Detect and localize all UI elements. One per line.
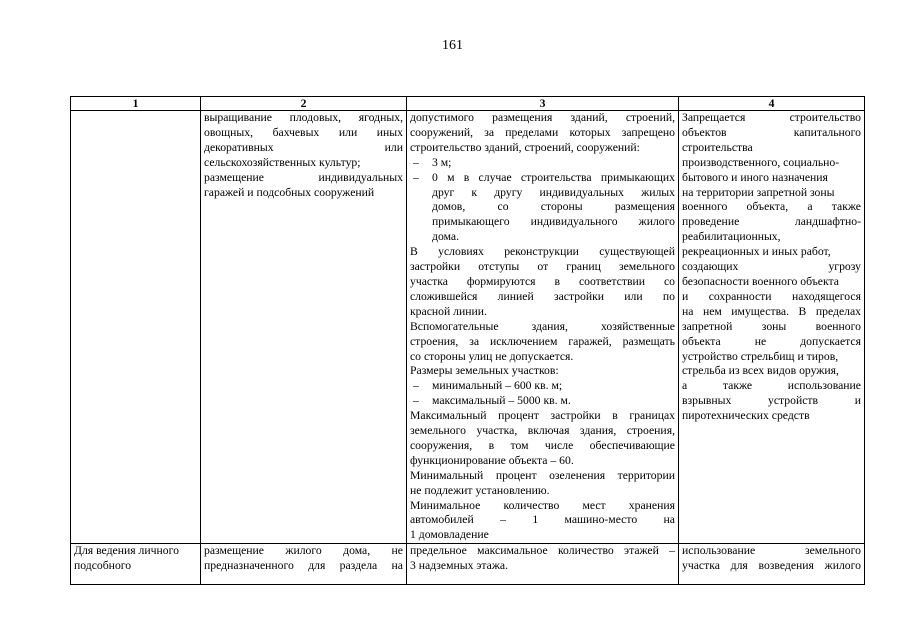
text-line: объекта не допускается xyxy=(682,334,861,348)
text-line: участка формируются в соответствии со xyxy=(410,274,675,288)
text-line: а также использование xyxy=(682,379,861,393)
text-line: Для ведения личного xyxy=(74,544,179,558)
text-line: сооружений, за пределами которых запрещено xyxy=(410,125,675,139)
page-number: 161 xyxy=(442,38,463,53)
row1-col4-cell xyxy=(679,111,865,544)
text-line: строения, за исключением гаражей, размещать xyxy=(410,334,675,348)
text-line: декоративных или xyxy=(204,140,403,154)
row2-col1-cell xyxy=(71,544,201,585)
column-header-3: 3 xyxy=(407,97,679,111)
text-line: функционирование объекта – 60. xyxy=(410,453,574,467)
text-line: размещение индивидуальных xyxy=(204,170,403,184)
text-line: примыкающего индивидуального жилого xyxy=(432,215,675,229)
row2-col3-cell xyxy=(407,544,679,585)
text-line: Максимальный процент застройки в границах xyxy=(410,409,675,423)
text-line: домов, со стороны размещения xyxy=(432,200,675,214)
text-line: и сохранности находящегося xyxy=(682,289,861,303)
text-line: 1 домовладение xyxy=(410,528,489,542)
text-line: запретной зоны военного xyxy=(682,319,861,333)
text-line: Запрещается строительство xyxy=(682,111,861,124)
row2-col2-cell xyxy=(201,544,407,585)
text-line: предельное максимальное количество этажей – xyxy=(410,544,675,558)
text-line: сооружения, в том числе обеспечивающие xyxy=(410,438,675,452)
text-line: строительства xyxy=(682,140,753,154)
table-row xyxy=(71,544,865,585)
text-line: стрельба из всех видов оружия, xyxy=(682,364,839,378)
text-line: Минимальный процент озеленения территории xyxy=(410,468,675,482)
list-item xyxy=(410,171,675,246)
text-line: со стороны улиц не допускается. xyxy=(410,349,574,363)
table-header-row xyxy=(71,97,865,111)
text-line: устройство стрельбищ и тиров, xyxy=(682,349,839,363)
text-line: рекреационных и иных работ, xyxy=(682,245,831,259)
list-item xyxy=(410,379,675,394)
text-line: пиротехнических средств xyxy=(682,409,810,423)
text-line: овощных, бахчевых или иных xyxy=(204,125,403,139)
text-line: 0 м в случае строительства примыкающих xyxy=(432,170,675,184)
text-line: красной линии. xyxy=(410,304,487,318)
text-line: использование земельного xyxy=(682,544,861,558)
text-line: автомобилей – 1 машино-место на xyxy=(410,513,675,527)
text-line: предназначенного для раздела на xyxy=(204,559,403,573)
text-line: подсобного xyxy=(74,559,132,573)
text-line: размещение жилого дома, не xyxy=(204,544,403,558)
text-line: Размеры земельных участков: xyxy=(410,364,559,378)
text-line: 3 надземных этажа. xyxy=(410,559,509,573)
row1-col2-cell xyxy=(201,111,407,544)
text-line: безопасности военного объекта xyxy=(682,274,839,288)
text-line: на нем имущества. В пределах xyxy=(682,304,861,318)
text-line: военного объекта, а также xyxy=(682,200,861,214)
table-row xyxy=(71,111,865,544)
text-line: производственного, социально- xyxy=(682,155,840,169)
dash-bullet-icon: – xyxy=(413,155,419,169)
text-line: реабилитационных, xyxy=(682,230,781,244)
text-line: застройки отступы от границ земельного xyxy=(410,260,675,274)
text-line: создающих угрозу xyxy=(682,260,861,274)
row1-col3-cell xyxy=(407,111,679,544)
text-line: выращивание плодовых, ягодных, xyxy=(204,111,403,124)
text-line: бытового и иного назначения xyxy=(682,170,828,184)
text-line: строительство зданий, строений, сооружений: xyxy=(410,140,640,154)
text-line: дома. xyxy=(432,230,459,244)
list-item xyxy=(410,394,675,409)
text-line: сельскохозяйственных культур; xyxy=(204,155,361,169)
dash-bullet-icon: – xyxy=(413,170,419,184)
text-line: гаражей и подсобных сооружений xyxy=(204,185,375,199)
text-line: на территории запретной зоны xyxy=(682,185,835,199)
text-line: не подлежит установлению. xyxy=(410,483,550,497)
text-line: объектов капитального xyxy=(682,125,861,139)
list-item-text: минимальный – 600 кв. м; xyxy=(432,379,563,393)
text-line: В условиях реконструкции существующей xyxy=(410,245,675,259)
column-header-4: 4 xyxy=(679,97,865,111)
row2-col4-cell xyxy=(679,544,865,585)
text-line: участка для возведения жилого xyxy=(682,559,861,573)
text-line: друг к другу индивидуальных жилых xyxy=(432,185,675,199)
list-item-text: 3 м; xyxy=(432,155,452,169)
row1-col1-cell xyxy=(71,111,201,544)
text-line: земельного участка, включая здания, строения, xyxy=(410,424,675,438)
dash-bullet-icon: – xyxy=(413,379,419,393)
text-line: взрывных устройств и xyxy=(682,394,861,408)
list-item xyxy=(410,156,675,171)
column-header-1: 1 xyxy=(71,97,201,111)
text-line: Вспомогательные здания, хозяйственные xyxy=(410,319,675,333)
dash-bullet-icon: – xyxy=(413,394,419,408)
text-line: допустимого размещения зданий, строений, xyxy=(410,111,675,124)
list-item-text: максимальный – 5000 кв. м. xyxy=(432,394,571,408)
zoning-table xyxy=(70,96,865,585)
column-header-2: 2 xyxy=(201,97,407,111)
text-line: Минимальное количество мест хранения xyxy=(410,498,675,512)
text-line: сложившейся линией застройки или по xyxy=(410,289,675,303)
text-line: проведение ландшафтно- xyxy=(682,215,861,229)
